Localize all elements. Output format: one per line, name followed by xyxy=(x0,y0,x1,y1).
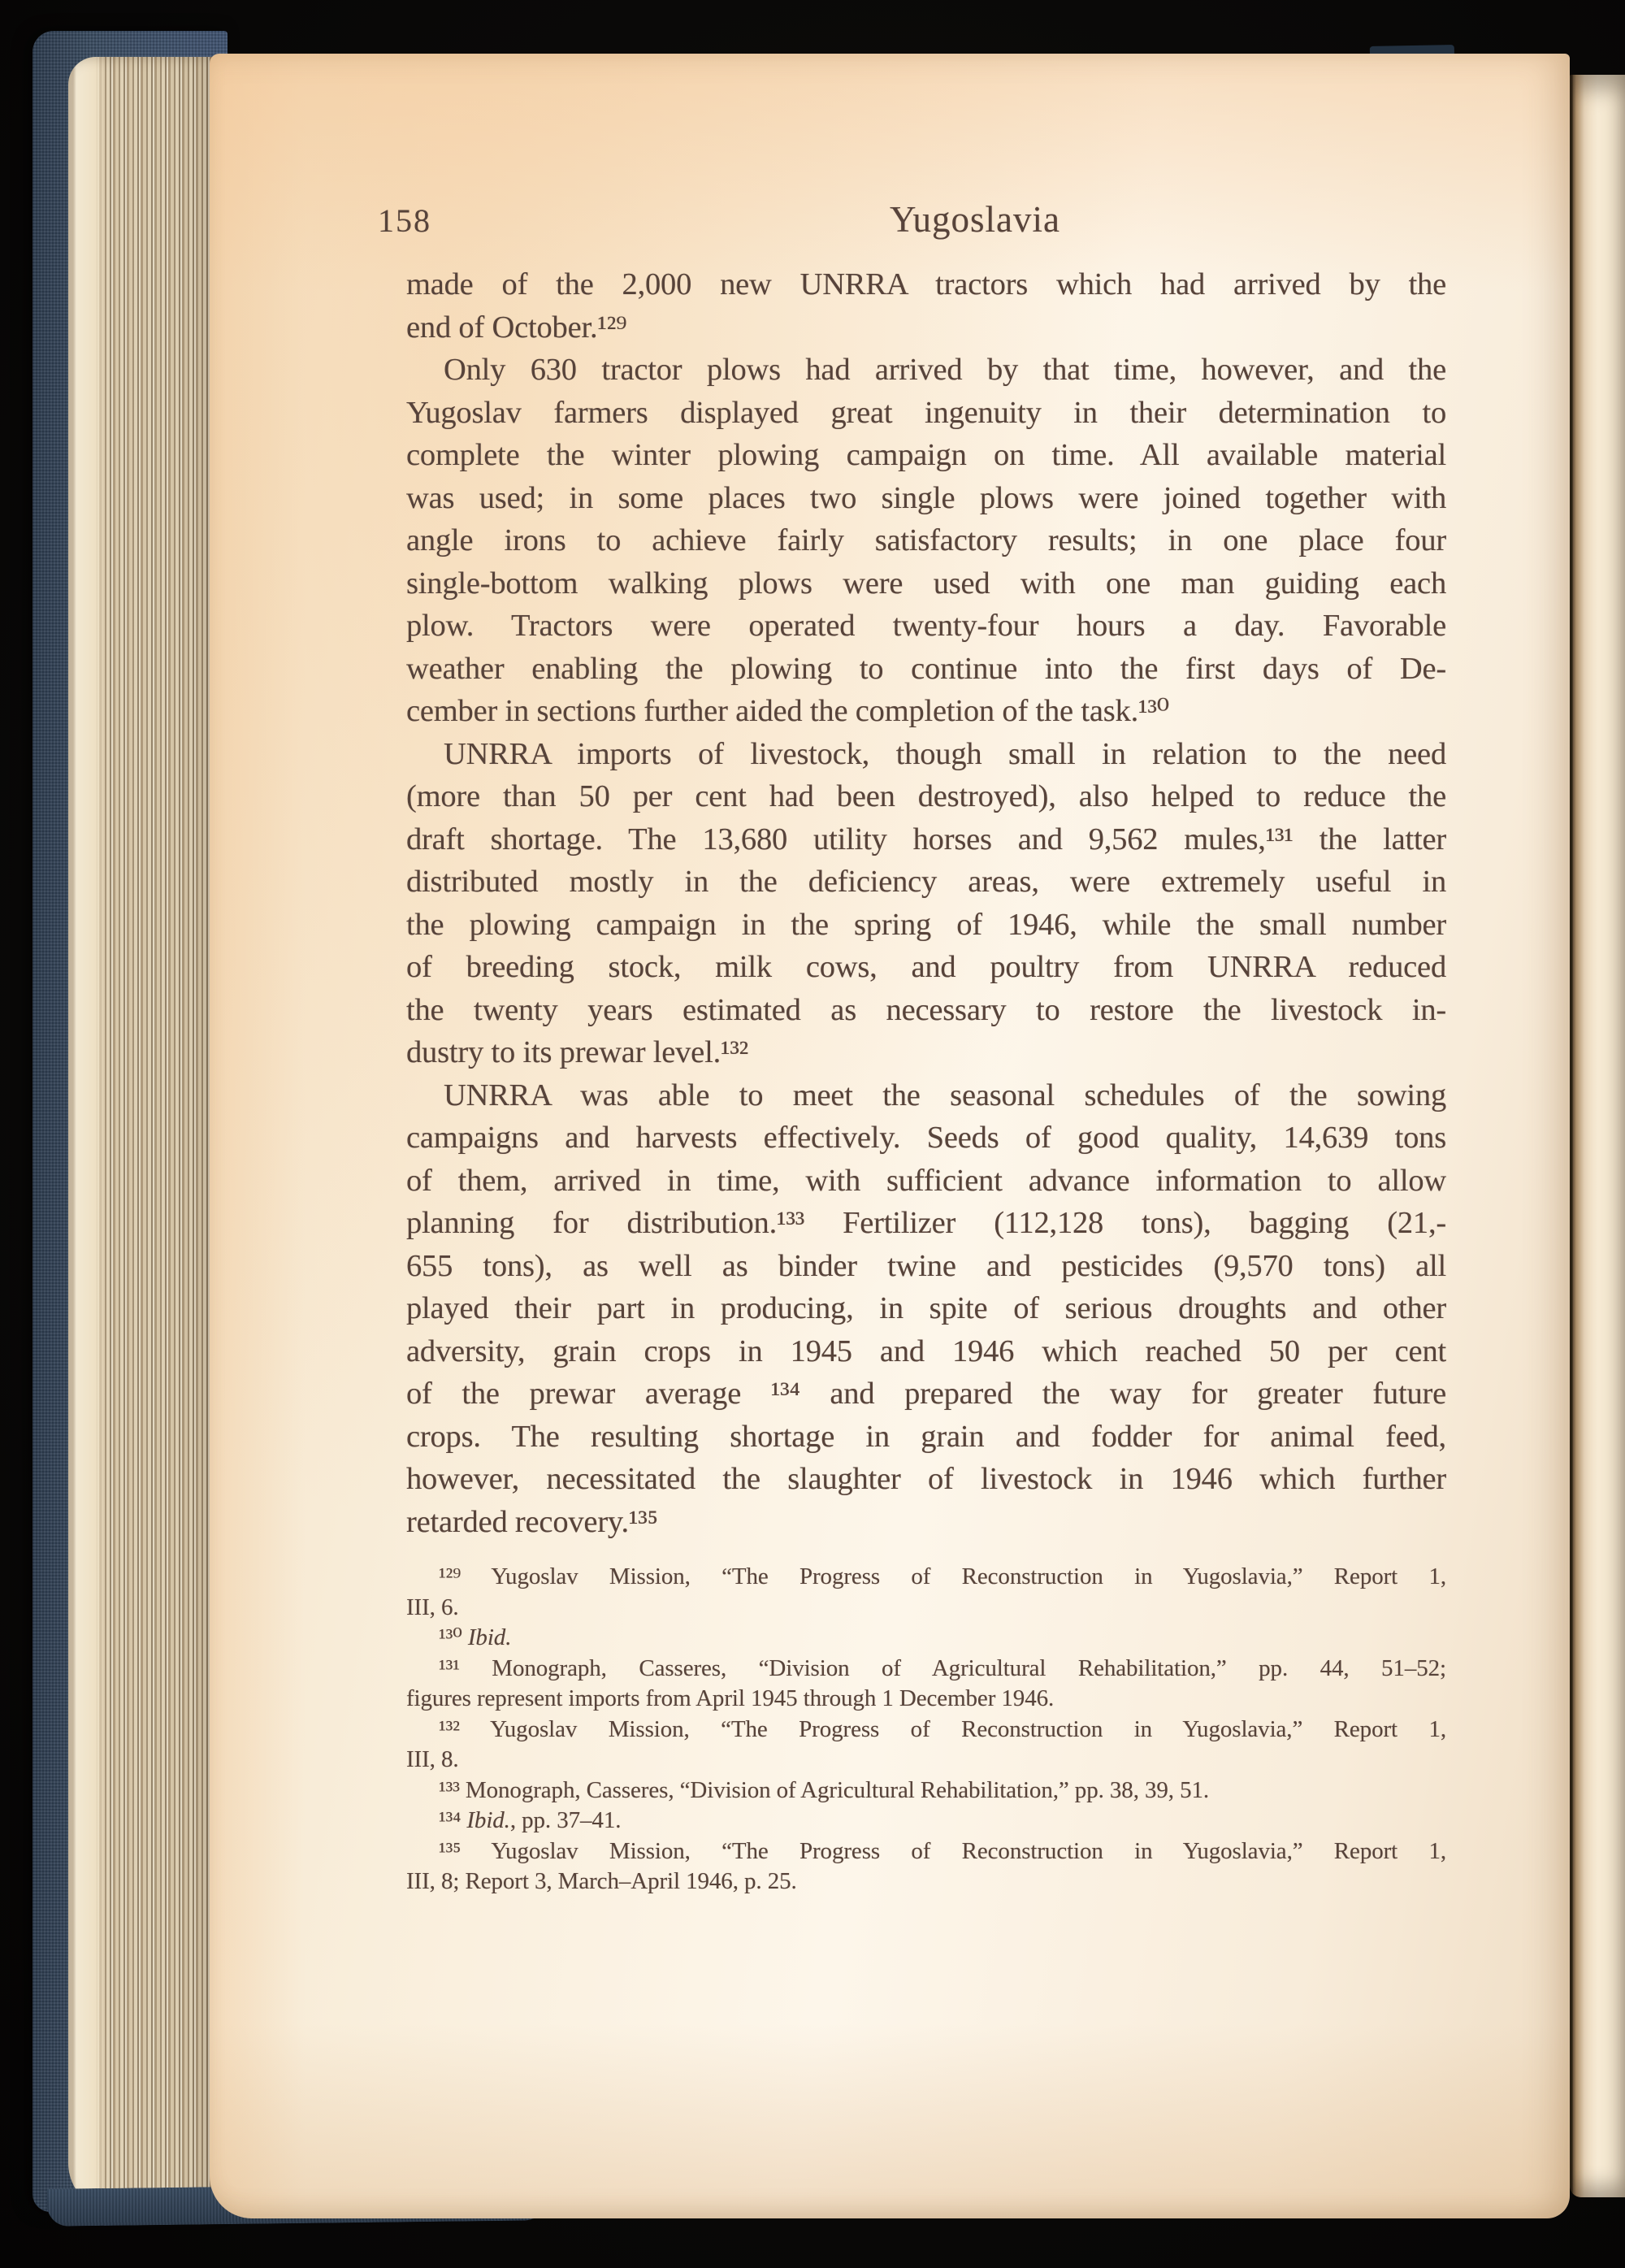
footnote-line: III, 8. xyxy=(406,1746,459,1772)
body-line: campaigns and harvests effectively. Seeds of good quality, 14,639 tons xyxy=(406,1121,1446,1155)
body-line: single-bottom walking plows were used with one man guiding each xyxy=(406,566,1446,601)
body-line: adversity, grain crops in 1945 and 1946 which reached 50 per cent xyxy=(406,1333,1446,1368)
body-line: distributed mostly in the deficiency areas, were extremely useful in xyxy=(406,865,1446,899)
footnotes-block xyxy=(406,1562,1446,1897)
body-line: UNRRA was able to meet the seasonal schedules of the sowing xyxy=(444,1078,1446,1112)
body-line: weather enabling the plowing to continue into the first days of De- xyxy=(406,651,1446,686)
body-line: Yugoslav farmers displayed great ingenuity in their determination to xyxy=(406,395,1446,430)
body-line: the twenty years estimated as necessary to restore the livestock in- xyxy=(406,992,1446,1027)
running-header: Yugoslavia xyxy=(890,199,1060,240)
footnote-line: ¹³³ Monograph, Casseres, “Division of Agricultural Rehabilitation,” pp. 38, 39, 51. xyxy=(439,1776,1210,1803)
book-page xyxy=(210,54,1570,2218)
footnote-line: III, 6. xyxy=(406,1594,459,1620)
footnote-line: ¹³⁵ Yugoslav Mission, “The Progress of Reconstruction in Yugoslavia,” Report 1, xyxy=(439,1837,1446,1864)
body-line: crops. The resulting shortage in grain and fodder for animal feed, xyxy=(406,1419,1446,1454)
facing-page-edge xyxy=(1570,75,1625,2197)
body-line: 655 tons), as well as binder twine and pesticides (9,570 tons) all xyxy=(406,1248,1446,1283)
footnote-rest: , pp. 37–41. xyxy=(509,1807,622,1833)
body-line: (more than 50 per cent had been destroyed), also helped to reduce the xyxy=(406,779,1446,813)
footnote-line: ¹³² Yugoslav Mission, “The Progress of Reconstruction in Yugoslavia,” Report 1, xyxy=(439,1715,1446,1742)
footnote-line xyxy=(406,1806,1446,1837)
footnote-line: figures represent imports from April 1945 through 1 December 1946. xyxy=(406,1685,1055,1711)
body-line: was used; in some places two single plows were joined together with xyxy=(406,480,1446,515)
page-edge-stack xyxy=(68,57,218,2212)
body-line: angle irons to achieve fairly satisfactory results; in one place four xyxy=(406,523,1446,557)
body-line: of the prewar average ¹³⁴ and prepared the way for greater future xyxy=(406,1377,1446,1411)
body-line: played their part in producing, in spite of serious droughts and other xyxy=(406,1291,1446,1325)
footnote-line xyxy=(406,1623,1446,1654)
body-line: cember in sections further aided the completion of the task.¹³⁰ xyxy=(406,694,1169,728)
footnote-ibid: Ibid. xyxy=(467,1624,512,1650)
body-line: however, necessitated the slaughter of livestock in 1946 which further xyxy=(406,1462,1446,1496)
body-line: of breeding stock, milk cows, and poultry from UNRRA reduced xyxy=(406,950,1446,984)
body-line: complete the winter plowing campaign on time. All available material xyxy=(406,438,1446,472)
body-text xyxy=(406,263,1446,1543)
footnote-marker: ¹³⁴ xyxy=(439,1807,467,1833)
body-line: the plowing campaign in the spring of 1946, while the small number xyxy=(406,907,1446,942)
body-line: dustry to its prewar level.¹³² xyxy=(406,1035,749,1069)
body-line: retarded recovery.¹³⁵ xyxy=(406,1504,658,1539)
footnote-ibid: Ibid. xyxy=(466,1807,510,1833)
body-line: draft shortage. The 13,680 utility horses and 9,562 mules,¹³¹ the latter xyxy=(406,822,1446,856)
body-line: planning for distribution.¹³³ Fertilizer (112,128 tons), bagging (21,- xyxy=(406,1206,1446,1240)
body-line: of them, arrived in time, with sufficient advance information to allow xyxy=(406,1163,1446,1198)
footnote-line: ¹³¹ Monograph, Casseres, “Division of Agricultural Rehabilitation,” pp. 44, 51–52; xyxy=(439,1654,1446,1681)
footnote-line: III, 8; Report 3, March–April 1946, p. 25. xyxy=(406,1868,797,1894)
body-line: plow. Tractors were operated twenty-four hours a day. Favorable xyxy=(406,609,1446,643)
footnote-marker: ¹³⁰ xyxy=(439,1624,468,1650)
page-number: 158 xyxy=(378,202,431,239)
body-line: made of the 2,000 new UNRRA tractors which had arrived by the xyxy=(406,267,1446,301)
body-line: UNRRA imports of livestock, though small in relation to the need xyxy=(444,736,1446,771)
body-line: Only 630 tractor plows had arrived by that time, however, and the xyxy=(444,353,1446,387)
footnote-line: ¹²⁹ Yugoslav Mission, “The Progress of Reconstruction in Yugoslavia,” Report 1, xyxy=(439,1563,1446,1589)
body-line: end of October.¹²⁹ xyxy=(406,310,627,345)
